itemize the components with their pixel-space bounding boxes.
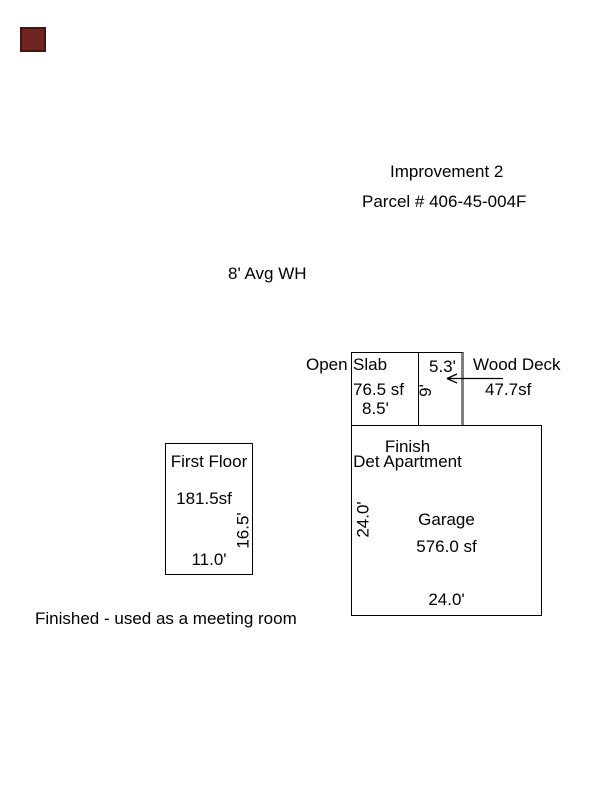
first-floor-area: 181.5sf [176,489,232,508]
apartment-label-line1: Finish [384,437,431,456]
footnote: Finished - used as a meeting room [35,609,297,628]
wood-deck-pointer-arrow-icon [444,371,506,386]
garage-height-dim: 24.0' [353,501,373,538]
open-slab-outside-label: Open [306,355,348,374]
improvement-title: Improvement 2 [390,162,504,181]
wood-deck-width-dim: 5.3' [429,357,456,376]
open-slab-width-dim: 8.5' [362,399,389,418]
first-floor-width-dim: 11.0' [191,550,227,569]
first-floor-height-dim: 16.5' [233,512,253,549]
open-slab-name: Slab [353,355,388,374]
parcel-number: Parcel # 406-45-004F [362,192,527,211]
wood-deck-name: Wood Deck [473,355,561,374]
garage-width-dim: 24.0' [428,590,465,609]
avg-wall-height-note: 8' Avg WH [228,264,307,283]
garage-area: 576.0 sf [416,537,477,556]
garage-name: Garage [418,510,475,529]
improvement-color-swatch-icon [20,27,46,52]
wood-deck-height-dim: 9' [415,384,435,397]
first-floor-name: First Floor [170,452,248,471]
open-slab-area: 76.5 sf [353,380,405,399]
wood-deck-area: 47.7sf [485,380,532,399]
apartment-label-line2: Det Apartment [353,452,462,471]
